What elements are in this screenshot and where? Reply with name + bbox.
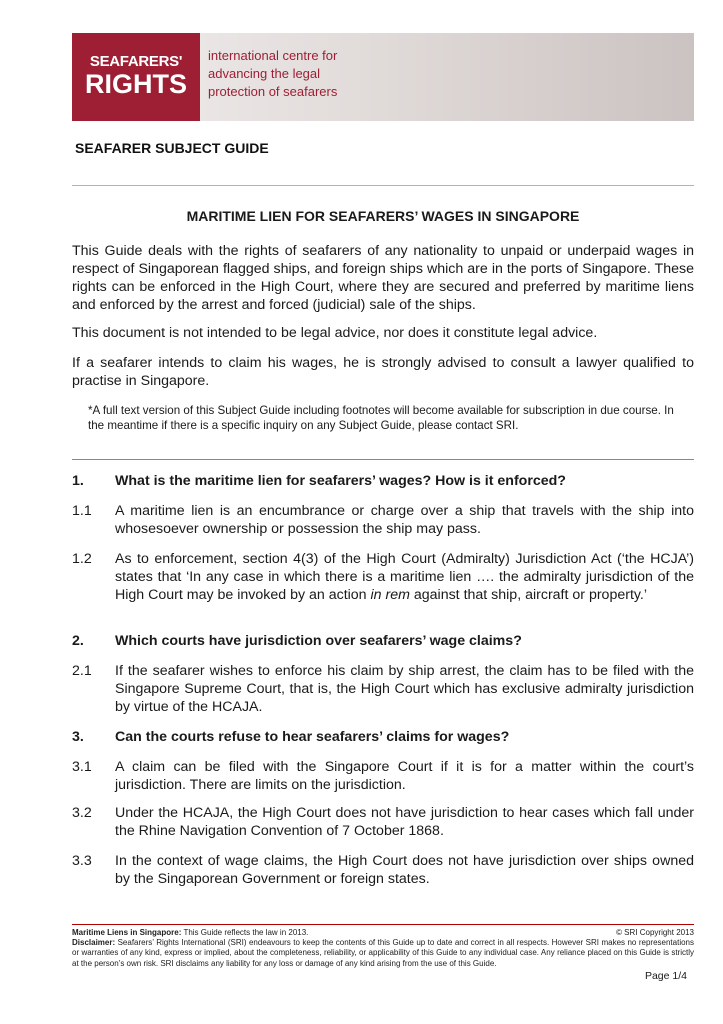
subject-guide-label: SEAFARER SUBJECT GUIDE: [75, 140, 269, 156]
item-number: 1.2: [72, 551, 92, 567]
divider-middle: [72, 459, 694, 460]
footer-text: [72, 928, 694, 969]
document-title: MARITIME LIEN FOR SEAFARERS’ WAGES IN SINGAPORE: [186, 208, 580, 224]
footer-divider: [72, 924, 694, 925]
item-text-part: As to enforcement, section 4(3) of the High Court (Admiralty) Jurisdiction Act (‘the HCJA’) states that ‘In any case in which there is a maritime lien …. the admiralty jurisdiction of the High Court may be invoked by an action: [115, 551, 694, 603]
item-number: 3.2: [72, 805, 92, 821]
tagline-line: international centre for: [208, 48, 338, 63]
section-title: Can the courts refuse to hear seafarers’ claims for wages?: [115, 729, 510, 745]
item-text: [115, 550, 694, 604]
item-text: A claim can be filed with the Singapore Court if it is for a matter within the court’s jurisdiction. There are limits on the jurisdiction.: [115, 759, 694, 793]
item-text: If the seafarer wishes to enforce his claim by ship arrest, the claim has to be filed with the Singapore Supreme Court, that is, the High Court which has exclusive admiralty jurisdiction by virtue of the HCAJA.: [115, 663, 694, 715]
footer-title-rest: This Guide reflects the law in 2013.: [181, 928, 309, 937]
item-text-part: against that ship, aircraft or property.’: [409, 587, 648, 603]
disclaimer-label: Disclaimer:: [72, 938, 116, 948]
item-text: In the context of wage claims, the High Court does not have jurisdiction over ships owned by the Singaporean Government or foreign states.: [115, 853, 694, 887]
item-text: A maritime lien is an encumbrance or charge over a ship that travels with the ship into whosesoever ownership or possession the ship may pass.: [115, 503, 694, 537]
header-banner: [72, 33, 694, 121]
footer-title-bold: Maritime Liens in Singapore:: [72, 928, 182, 937]
page-number: Page 1/4: [644, 970, 687, 982]
item-number: 1.1: [72, 503, 92, 519]
item-number: 2.1: [72, 663, 92, 679]
logo-line-1: SEAFARERS': [89, 53, 183, 70]
logo-line-2: RIGHTS: [84, 69, 187, 99]
disclaimer: [72, 938, 694, 969]
intro-paragraph: This document is not intended to be legal advice, nor does it constitute legal advice.: [72, 325, 598, 341]
footer-title-line: [72, 928, 694, 938]
item-number: 3.3: [72, 853, 92, 869]
intro-paragraph: If a seafarer intends to claim his wages, he is strongly advised to consult a lawyer qualified to practise in Singapore.: [72, 355, 694, 389]
item-number: 3.1: [72, 759, 92, 775]
intro-paragraph: This Guide deals with the rights of seafarers of any nationality to unpaid or underpaid wages in respect of Singaporean flagged ships, and foreign ships which are in the ports of Singapore. These rights can be enforced in the High Court, where they are secured and preferred by maritime liens and enforced by the arrest and forced (judicial) sale of the ships.: [72, 243, 694, 313]
tagline: [208, 47, 408, 101]
section-number: 3.: [72, 729, 84, 745]
seafarers-rights-logo: [72, 33, 200, 121]
section-title: Which courts have jurisdiction over seafarers’ wage claims?: [115, 633, 522, 649]
divider-top: [72, 185, 694, 186]
section-number: 2.: [72, 633, 84, 649]
footnote-notice: *A full text version of this Subject Guide including footnotes will become available for subscription in due course. In the meantime if there is a specific inquiry on any Subject Guide, please contact SRI.: [88, 404, 674, 432]
tagline-line: advancing the legal: [208, 66, 321, 81]
section-title: What is the maritime lien for seafarers’ wages? How is it enforced?: [115, 473, 566, 489]
disclaimer-text: Seafarers’ Rights International (SRI) endeavours to keep the contents of this Guide up to date and correct in all respects. However SRI makes no representations or warranties of any kind, express or implied, about the completeness, reliability, or applicability of this Guide to any individual case. Any reliance placed on this Guide is strictly at the person’s own risk. SRI disclaims any liability for any loss or damage of any kind arising from the use of this Guide.: [72, 938, 694, 968]
item-text: Under the HCAJA, the High Court does not have jurisdiction to hear cases which fall under the Rhine Navigation Convention of 7 October 1868.: [115, 805, 694, 839]
section-number: 1.: [72, 473, 84, 489]
copyright-notice: © SRI Copyright 2013: [616, 928, 694, 937]
italic-term: in rem: [370, 587, 410, 603]
tagline-line: protection of seafarers: [208, 84, 338, 99]
